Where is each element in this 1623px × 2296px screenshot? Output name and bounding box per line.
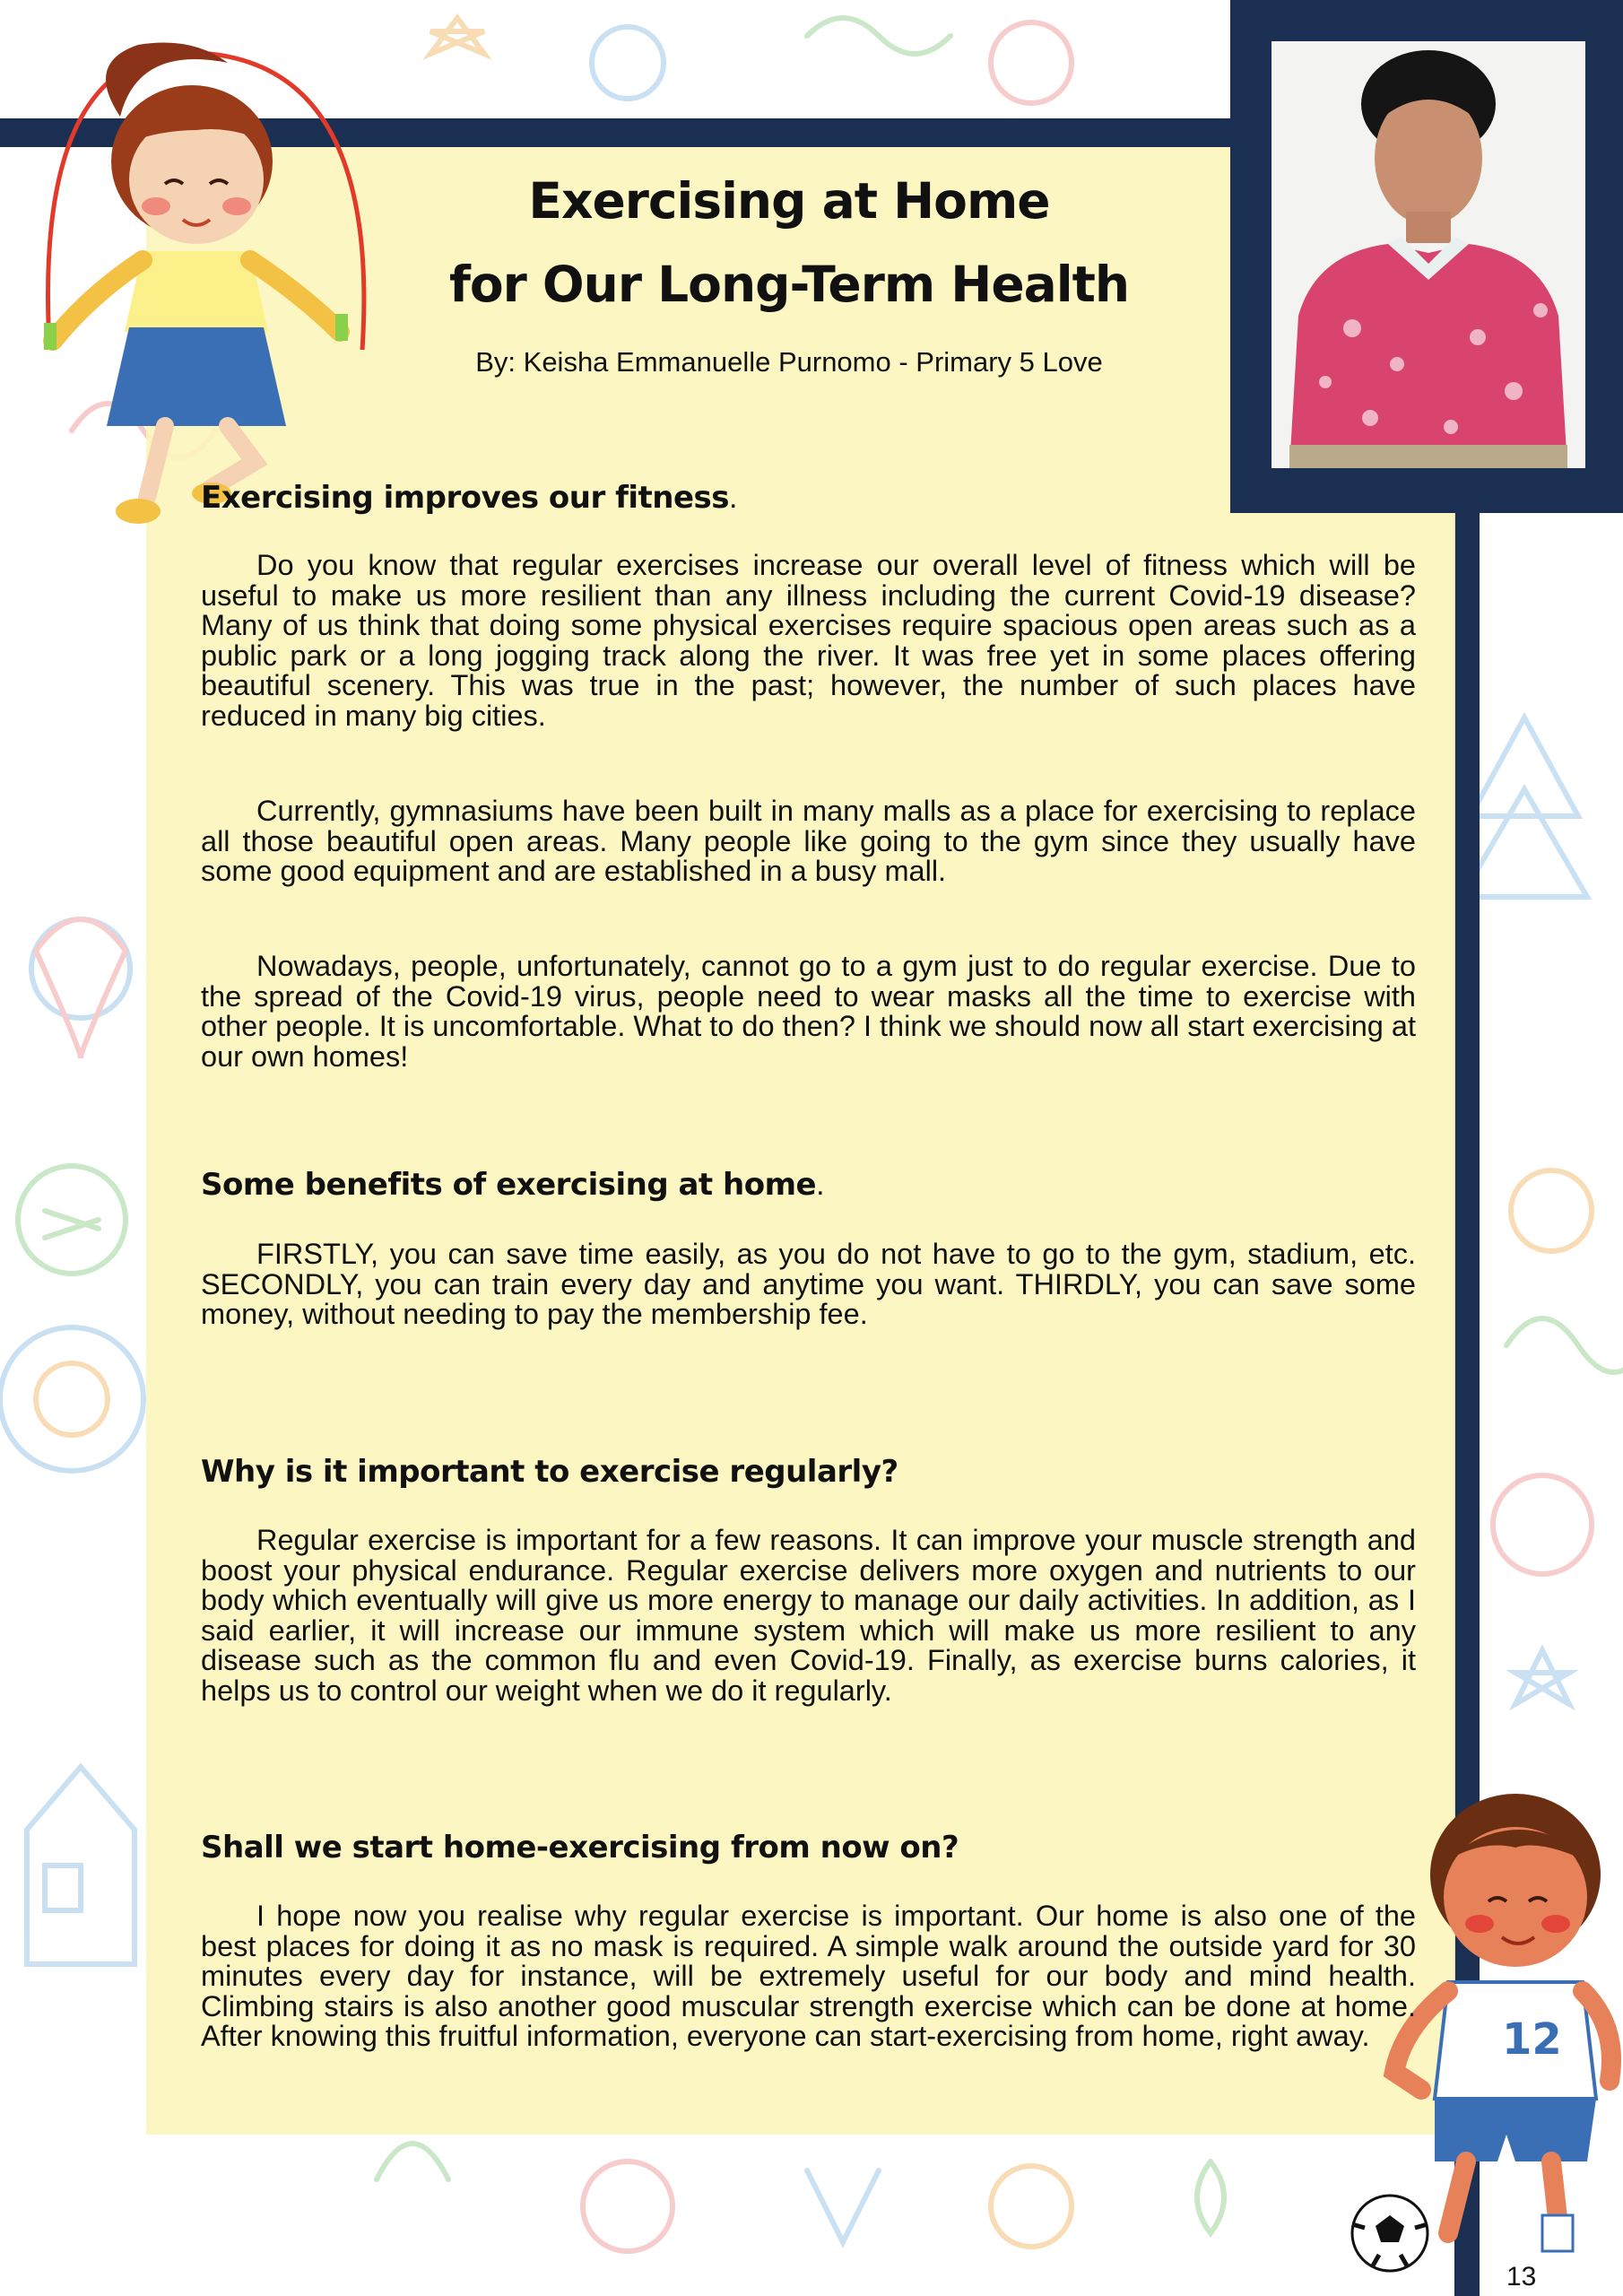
- page-number: 13: [1506, 2262, 1537, 2292]
- section-heading-text: Shall we start home-exercising from now on?: [201, 1830, 959, 1866]
- paragraph: Currently, gymnasiums have been built in many malls as a place for exercising to replace all those beautiful open areas. Many people like going to the gym since they usually have some good equipment and are established in a busy mall.: [201, 795, 1416, 887]
- jump-rope-girl-illustration: [13, 27, 380, 538]
- section-heading-start: [201, 1830, 1456, 1866]
- section-heading-importance: [201, 1454, 1456, 1490]
- student-portrait-photo: [1271, 41, 1585, 468]
- portrait-frame: [1230, 0, 1623, 513]
- article-title-line2: for Our Long-Term Health: [448, 256, 1130, 313]
- section-heading-text: Exercising improves our fitness: [201, 480, 730, 516]
- paragraph: Regular exercise is important for a few reasons. It can improve your muscle strength and boost your physical endurance. Regular exercise delivers more oxygen and nutrients to our body which eventually will give us more energy to manage our daily activities. In addition, as I said earlier, it will increase our immune system which will make us more resilient to any disease such as the common flu and even Covid-19. Finally, as exercise burns calories, it helps us to control our weight when we do it regularly.: [201, 1524, 1416, 1707]
- article-title-line1: Exercising at Home: [528, 172, 1050, 230]
- paragraph: I hope now you realise why regular exercise is important. Our home is also one of the best places for doing it as no mask is required. A simple walk around the outside yard for 30 minutes every day for instance, will be extremely useful for our body and mind health. Climbing stairs is also another good muscular strength exercise which can be done at home. After knowing this fruitful information, everyone can start-exercising from home, right away.: [201, 1900, 1416, 2052]
- section-heading-text: Why is it important to exercise regularly?: [201, 1454, 898, 1490]
- section-heading-benefits: [201, 1167, 1456, 1203]
- paragraph: Do you know that regular exercises increase our overall level of fitness which will be useful to make us more resilient than any illness including the current Covid-19 disease? Many of us think that doing some physical exercises require spacious open areas such as a public park or a long jogging track along the river. It was free yet in some places offering beautiful scenery. This was true in the past; however, the number of such places have reduced in many big cities.: [201, 549, 1416, 732]
- section-heading-period: .: [816, 1168, 825, 1202]
- section-heading-period: .: [729, 481, 737, 515]
- section-heading-fitness: [201, 480, 1456, 516]
- paragraph: FIRSTLY, you can save time easily, as you do not have to go to the gym, stadium, etc. SECONDLY, you can train every day and anytime you want. THIRDLY, you can save some money, without needing to pay the membership fee.: [201, 1238, 1416, 1330]
- section-heading-text: Some benefits of exercising at home: [201, 1167, 817, 1203]
- article-byline: By: Keisha Emmanuelle Purnomo - Primary 5 Love: [475, 346, 1103, 378]
- paragraph: Nowadays, people, unfortunately, cannot go to a gym just to do regular exercise. Due to the spread of the Covid-19 virus, people need to wear masks all the time to exercise with other people. It is uncomfortable. What to do then? I think we should now all start exercising at our own homes!: [201, 950, 1416, 1073]
- svg-text:12: 12: [1502, 2014, 1562, 2065]
